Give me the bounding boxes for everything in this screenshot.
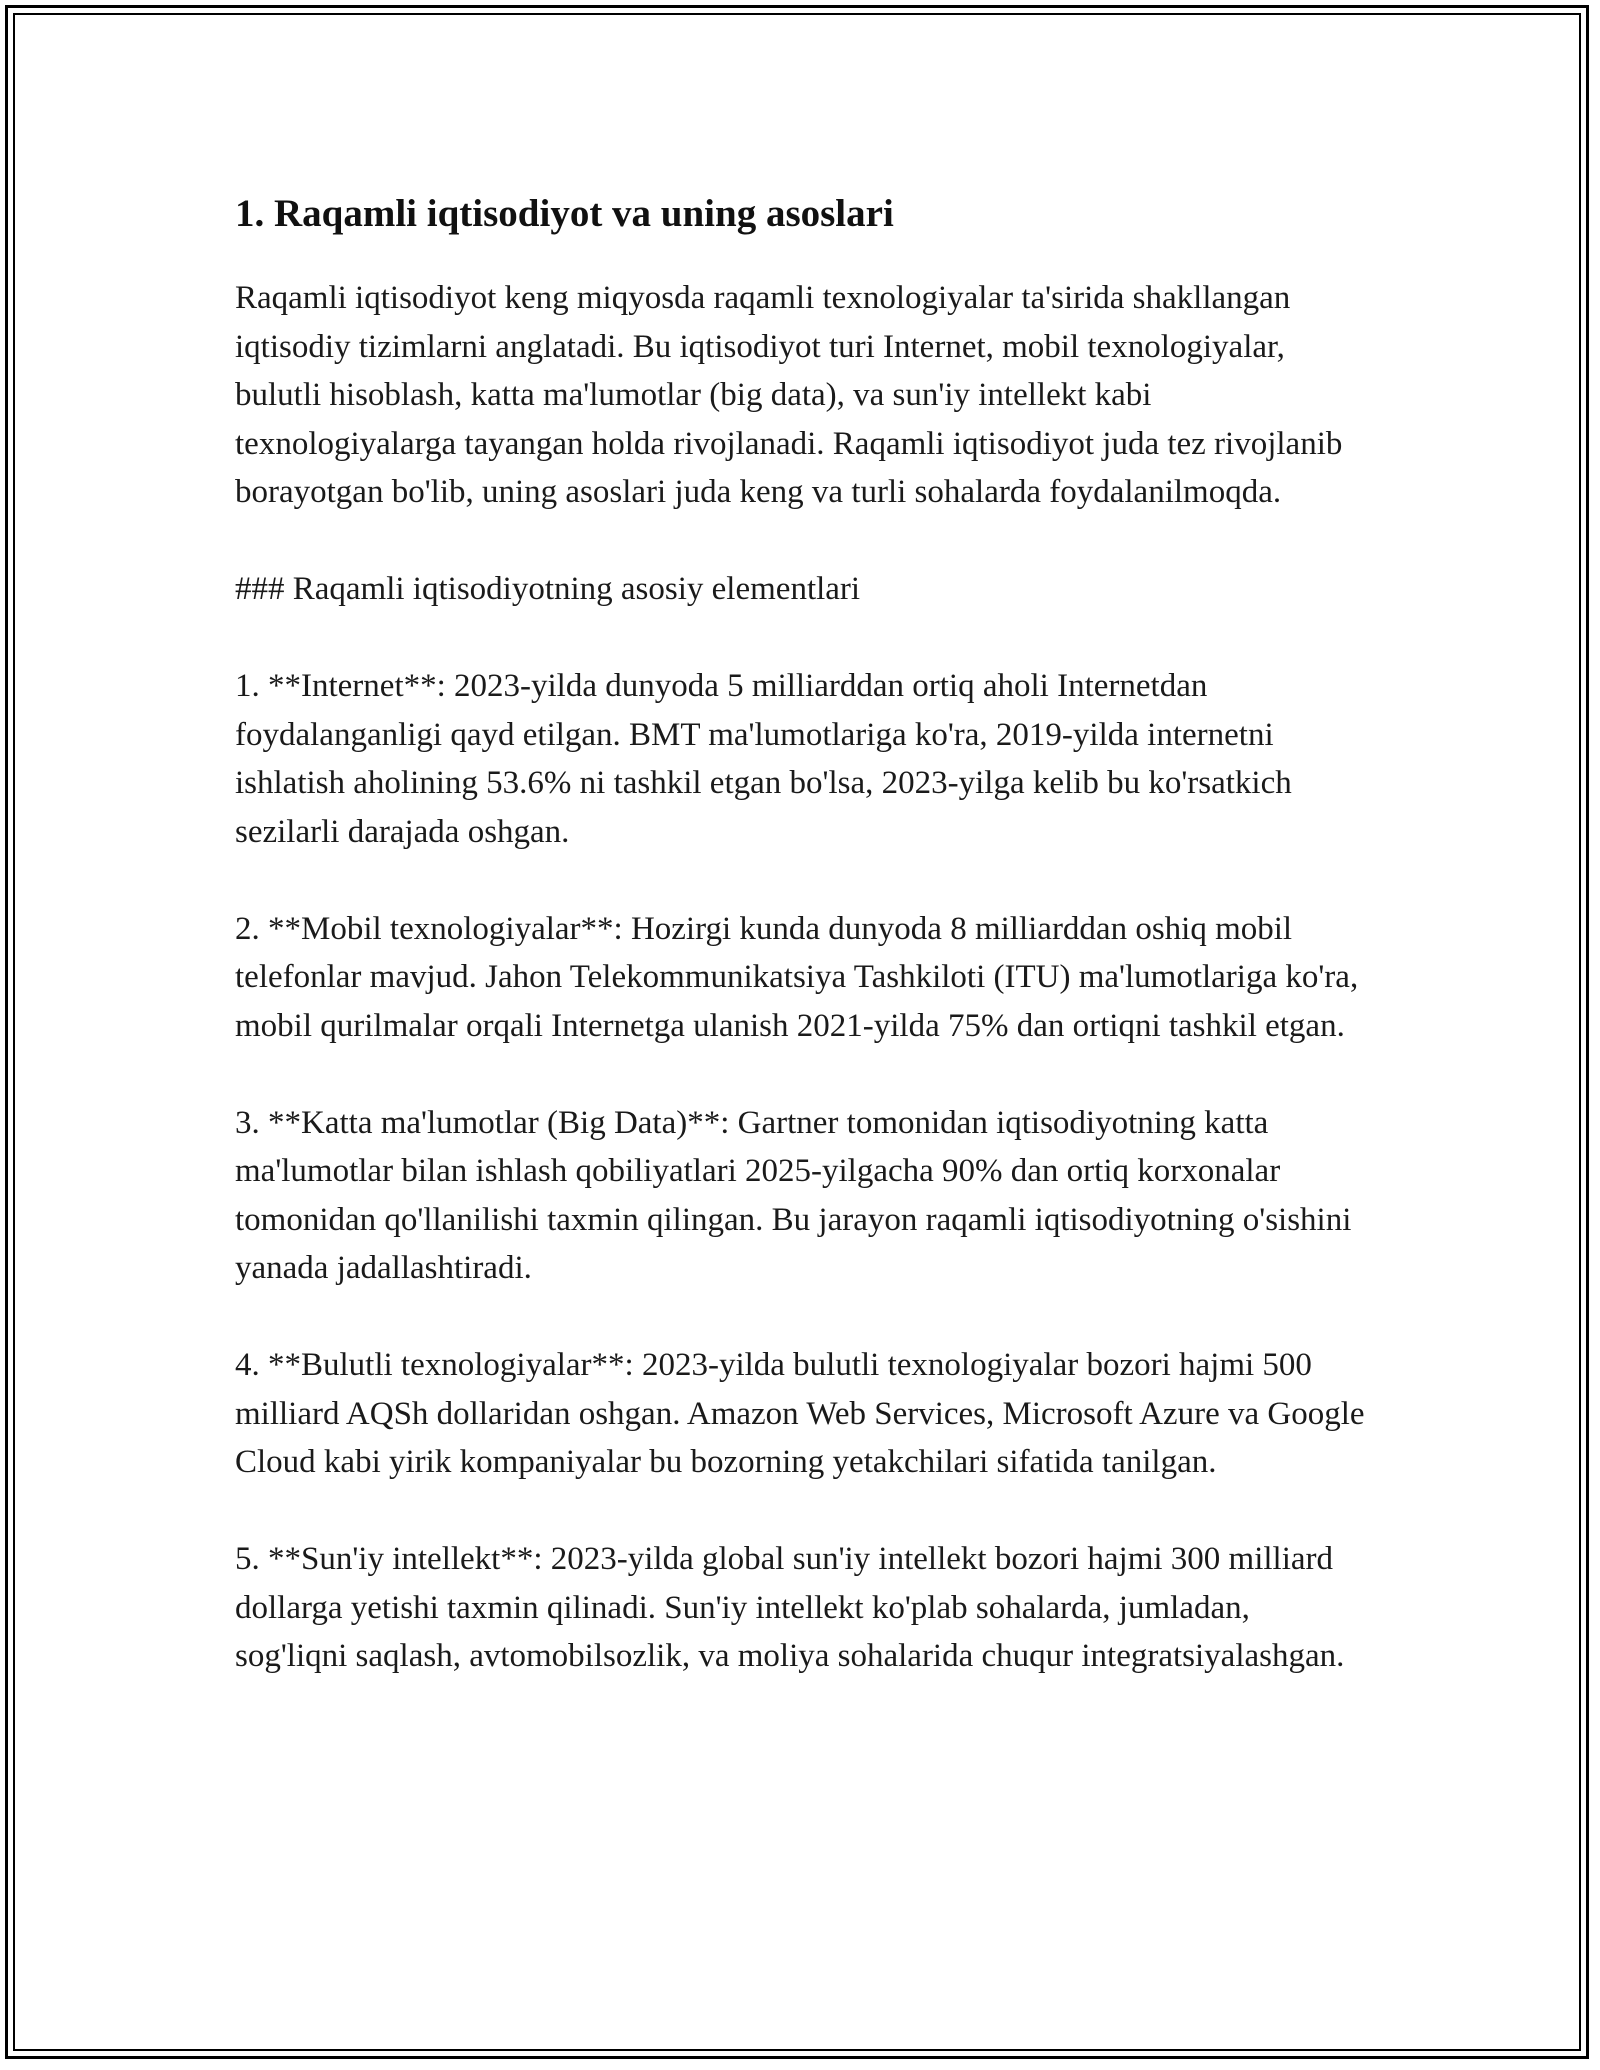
list-item-cloud: 4. **Bulutli texnologiyalar**: 2023-yilda bulutli texnologiyalar bozori hajmi 500 milliard AQSh dollaridan oshgan. Amazon Web Services, Microsoft Azure va Google Cloud kabi yirik kompaniyalar bu bozorning yetakchilari sifatida tanilgan. (235, 1347, 1365, 1480)
spacer (235, 614, 1365, 663)
spacer (235, 517, 1365, 566)
document-title: 1. Raqamli iqtisodiyot va uning asoslari (235, 192, 894, 235)
list-item-ai: 5. **Sun'iy intellekt**: 2023-yilda global sun'iy intellekt bozori hajmi 300 milliard dollarga yetishi taxmin qilinadi. Sun'iy intellekt ko'plab sohalarda, jumladan, sog'liqni saqlash, avtomobilsozlik, va moliya sohalarida chuqur integratsiyalashgan. (235, 1541, 1345, 1674)
list-item-mobile: 2. **Mobil texnologiyalar**: Hozirgi kunda dunyoda 8 milliarddan oshiq mobil telefonlar mavjud. Jahon Telekommunikatsiya Tashkiloti (ITU) ma'lumotlariga ko'ra, mobil qurilmalar orqali Internetga ulanish 2021-yilda 75% dan ortiqni tashkil etgan. (235, 910, 1359, 1044)
list-item-internet: 1. **Internet**: 2023-yilda dunyoda 5 milliarddan ortiq aholi Internetdan foydalanganligi qayd etilgan. BMT ma'lumotlariga ko'ra, 2019-yilda internetni ishlatish aholining 53.6% ni tashkil etgan bo'lsa, 2023-yilga kelib bu ko'rsatkich sezilarli darajada oshgan. (235, 668, 1292, 850)
list-item-big-data: 3. **Katta ma'lumotlar (Big Data)**: Gartner tomonidan iqtisodiyotning katta ma'lumotlar bilan ishlash qobiliyatlari 2025-yilgacha 90% dan ortiq korxonalar tomonidan qo'llanilishi taxmin qilingan. Bu jarayon raqamli iqtisodiyotning o'sishini yanada jadallashtiradi. (235, 1104, 1352, 1286)
document-body (235, 188, 1365, 1681)
spacer (235, 856, 1365, 905)
spacer (235, 1293, 1365, 1342)
spacer (235, 1487, 1365, 1536)
section-subheading: ### Raqamli iqtisodiyotning asosiy elementlari (235, 571, 861, 607)
spacer (235, 1050, 1365, 1099)
intro-paragraph: Raqamli iqtisodiyot keng miqyosda raqamli texnologiyalar ta'sirida shakllangan iqtisodiy tizimlarni anglatadi. Bu iqtisodiyot turi Internet, mobil texnologiyalar, bulutli hisoblash, katta ma'lumotlar (big data), va sun'iy intellekt kabi texnologiyalarga tayangan holda rivojlanadi. Raqamli iqtisodiyot juda tez rivojlanib borayotgan bo'lib, uning asoslari juda keng va turli sohalarda foydalanilmoqda. (235, 280, 1343, 510)
